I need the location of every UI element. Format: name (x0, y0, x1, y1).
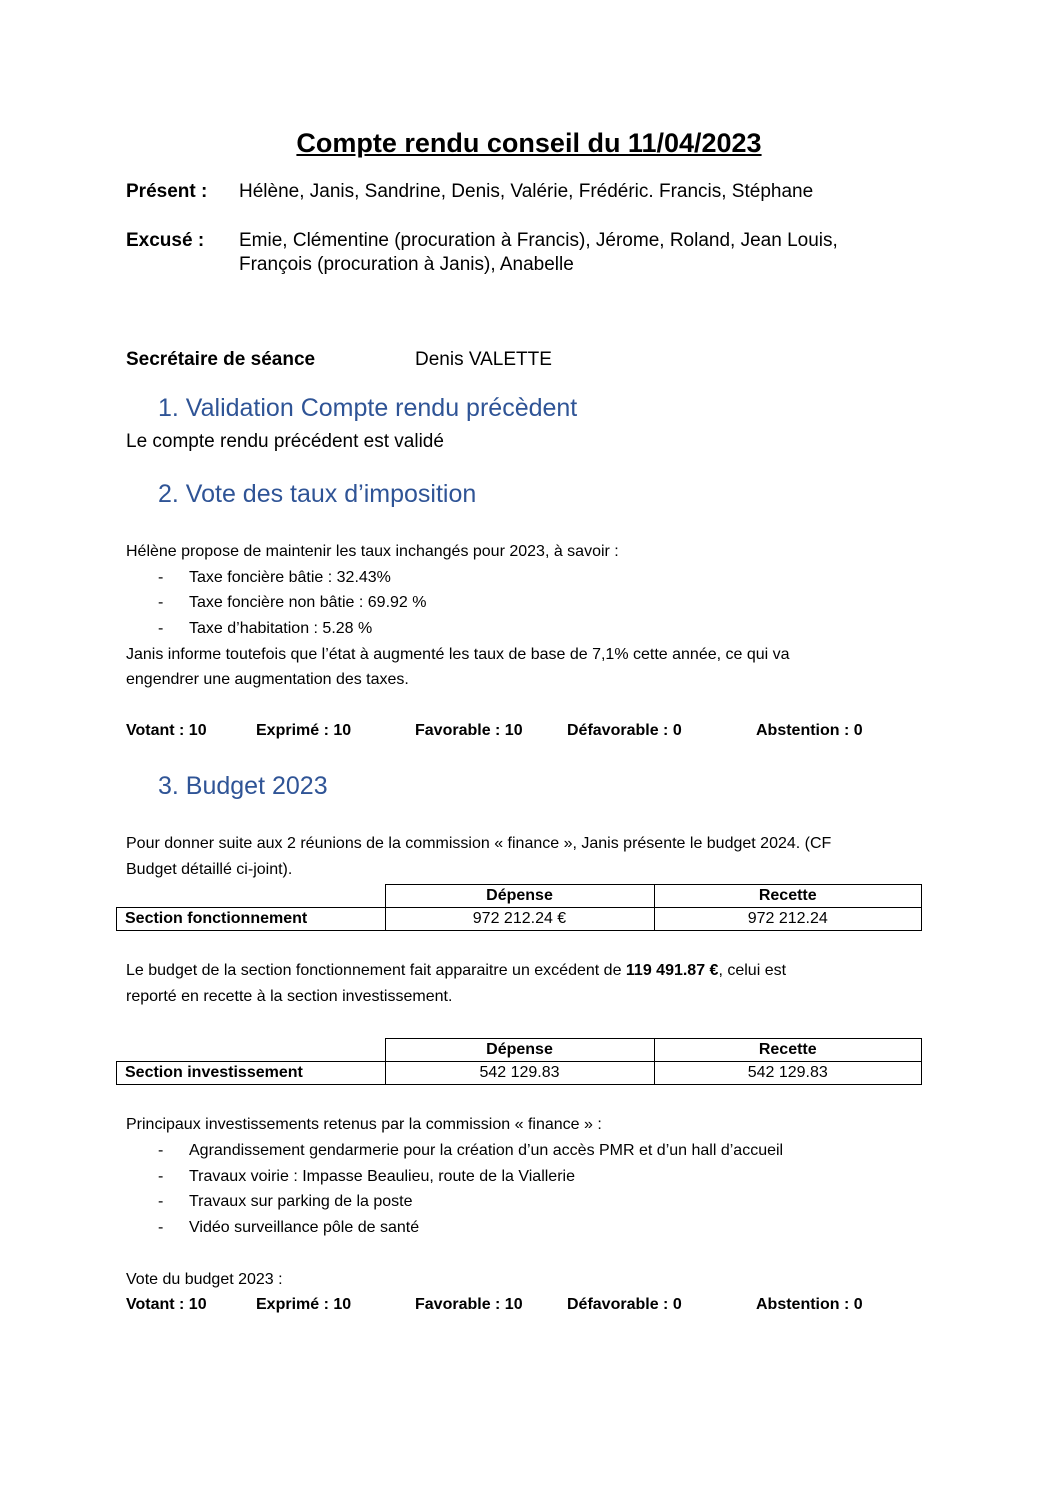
vote-favorable: Favorable : 10 (415, 1296, 523, 1313)
vote-exprime: Exprimé : 10 (256, 722, 352, 739)
section-1-heading: 1. Validation Compte rendu précèdent (158, 394, 578, 422)
vote-votant: Votant : 10 (126, 1296, 207, 1313)
table-cell-depense: 972 212.24 € (385, 908, 654, 931)
budget-table-fonctionnement (116, 884, 922, 931)
list-bullet: - (158, 1193, 164, 1210)
section-3-heading: 3. Budget 2023 (158, 772, 328, 800)
table-header-depense: Dépense (385, 885, 654, 908)
table-cell-recette: 972 212.24 (654, 908, 922, 931)
table-cell-depense: 542 129.83 (385, 1062, 654, 1085)
list-item: Travaux voirie : Impasse Beaulieu, route de la Viallerie (189, 1168, 575, 1185)
budget-intro-line-1: Pour donner suite aux 2 réunions de la commission « finance », Janis présente le budget 2024. (CF (126, 835, 832, 852)
vote-abstention: Abstention : 0 (756, 1296, 863, 1313)
excedent-line-1 (126, 962, 786, 980)
excuse-label: Excusé : (126, 230, 205, 251)
vote-defavorable: Défavorable : 0 (567, 1296, 682, 1313)
excuse-line-1: Emie, Clémentine (procuration à Francis), Jérome, Roland, Jean Louis, (239, 230, 838, 251)
vote-votant: Votant : 10 (126, 722, 207, 739)
secretaire-label: Secrétaire de séance (126, 349, 316, 370)
taux-note-line-2: engendrer une augmentation des taxes. (126, 671, 409, 688)
table-row-label: Section investissement (117, 1062, 386, 1085)
excuse-line-2: François (procuration à Janis), Anabelle (239, 254, 574, 275)
vote-exprime: Exprimé : 10 (256, 1296, 352, 1313)
list-item: Travaux sur parking de la poste (189, 1193, 413, 1210)
excedent-amount: 119 491.87 € (625, 962, 719, 979)
list-bullet: - (158, 569, 164, 586)
table-header-depense: Dépense (385, 1039, 654, 1062)
invest-intro: Principaux investissements retenus par la commission « finance » : (126, 1116, 602, 1133)
table-row-label: Section fonctionnement (117, 908, 386, 931)
present-label: Présent : (126, 181, 208, 202)
list-item: Taxe d’habitation : 5.28 % (189, 620, 373, 637)
secretaire-value: Denis VALETTE (415, 349, 552, 370)
table-header-recette: Recette (654, 1039, 922, 1062)
excedent-line-2: reporté en recette à la section investissement. (126, 988, 453, 1005)
vote-budget-label: Vote du budget 2023 : (126, 1271, 283, 1288)
page-title: Compte rendu conseil du 11/04/2023 (296, 128, 762, 158)
section-2-heading: 2. Vote des taux d’imposition (158, 480, 477, 508)
table-header-recette: Recette (654, 885, 922, 908)
budget-intro-line-2: Budget détaillé ci-joint). (126, 861, 293, 878)
list-item: Taxe foncière bâtie : 32.43% (189, 569, 391, 586)
present-value: Hélène, Janis, Sandrine, Denis, Valérie, Frédéric. Francis, Stéphane (239, 181, 814, 202)
table-cell-recette: 542 129.83 (654, 1062, 922, 1085)
excedent-text: Le budget de la section fonctionnement fait apparaitre un excédent de (126, 962, 626, 979)
list-bullet: - (158, 594, 164, 611)
vote-abstention: Abstention : 0 (756, 722, 863, 739)
list-bullet: - (158, 1142, 164, 1159)
taux-note-line-1: Janis informe toutefois que l’état à augmenté les taux de base de 7,1% cette année, ce qui va (126, 646, 790, 663)
list-item: Taxe foncière non bâtie : 69.92 % (189, 594, 427, 611)
vote-favorable: Favorable : 10 (415, 722, 523, 739)
section-1-text: Le compte rendu précédent est validé (126, 431, 444, 452)
list-item: Agrandissement gendarmerie pour la création d’un accès PMR et d’un hall d’accueil (189, 1142, 784, 1159)
list-bullet: - (158, 1219, 164, 1236)
excedent-text-end: , celui est (718, 962, 787, 979)
list-item: Vidéo surveillance pôle de santé (189, 1219, 420, 1236)
list-bullet: - (158, 620, 164, 637)
vote-defavorable: Défavorable : 0 (567, 722, 682, 739)
taux-intro: Hélène propose de maintenir les taux inchangés pour 2023, à savoir : (126, 543, 619, 560)
list-bullet: - (158, 1168, 164, 1185)
budget-table-investissement (116, 1038, 922, 1085)
